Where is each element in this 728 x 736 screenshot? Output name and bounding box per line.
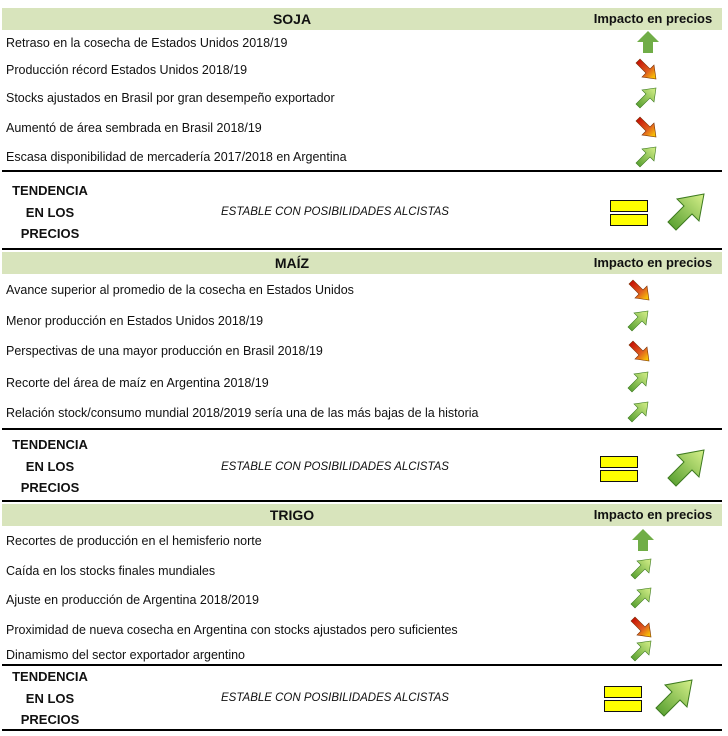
list-item: Recorte del área de maíz en Argentina 2018/19 — [6, 376, 269, 390]
down-red-arrow-icon — [633, 114, 659, 140]
up-right-green-arrow-icon — [625, 308, 651, 334]
up-right-green-arrow-icon — [633, 144, 659, 170]
impact-column-header: Impacto en precios — [593, 11, 713, 26]
list-item: Recortes de producción en el hemisferio norte — [6, 534, 262, 548]
equal-icon — [604, 686, 642, 712]
down-red-arrow-icon — [626, 338, 652, 364]
list-item: Aumentó de área sembrada en Brasil 2018/19 — [6, 121, 262, 135]
down-red-arrow-icon — [628, 614, 654, 640]
down-red-arrow-icon — [626, 277, 652, 303]
up-right-green-arrow-icon — [664, 190, 708, 234]
list-item: Menor producción en Estados Unidos 2018/19 — [6, 314, 264, 328]
list-item: Proximidad de nueva cosecha en Argentina con stocks ajustados pero suficientes — [6, 623, 458, 637]
trend-label: TENDENCIA EN LOS PRECIOS — [12, 183, 88, 241]
up-right-green-arrow-icon — [625, 369, 651, 395]
divider — [2, 170, 722, 172]
up-right-green-arrow-icon — [652, 676, 696, 720]
divider — [2, 729, 722, 731]
list-item: Stocks ajustados en Brasil por gran desempeño exportador — [6, 91, 335, 105]
trend-text: ESTABLE CON POSIBILIDADES ALCISTAS — [221, 206, 449, 218]
up-green-arrow-icon — [630, 527, 656, 553]
list-item: Perspectivas de una mayor producción en Brasil 2018/19 — [6, 344, 323, 358]
impact-column-header: Impacto en precios — [593, 255, 713, 270]
list-item: Dinamismo del sector exportador argentino — [6, 648, 246, 662]
equal-icon — [610, 200, 648, 226]
trend-text: ESTABLE CON POSIBILIDADES ALCISTAS — [221, 692, 449, 704]
list-item: Ajuste en producción de Argentina 2018/2019 — [6, 593, 259, 607]
list-item: Caída en los stocks finales mundiales — [6, 564, 216, 578]
up-right-green-arrow-icon — [625, 399, 651, 425]
divider — [2, 248, 722, 250]
section-title: MAÍZ — [274, 255, 310, 271]
up-right-green-arrow-icon — [628, 556, 654, 582]
up-green-arrow-icon — [635, 29, 661, 55]
soja-header — [2, 8, 722, 30]
trigo-header — [2, 504, 722, 526]
down-red-arrow-icon — [633, 56, 659, 82]
up-right-green-arrow-icon — [628, 638, 654, 664]
up-right-green-arrow-icon — [633, 85, 659, 111]
list-item: Escasa disponibilidad de mercadería 2017/2018 en Argentina — [6, 150, 347, 164]
list-item: Retraso en la cosecha de Estados Unidos 2018/19 — [6, 36, 288, 50]
list-item: Relación stock/consumo mundial 2018/2019 sería una de las más bajas de la historia — [6, 406, 479, 420]
section-title: SOJA — [272, 11, 312, 27]
list-item: Avance superior al promedio de la cosecha en Estados Unidos — [6, 283, 354, 297]
divider — [2, 664, 722, 666]
impact-column-header: Impacto en precios — [593, 507, 713, 522]
divider — [2, 428, 722, 430]
equal-icon — [600, 456, 638, 482]
divider — [2, 500, 722, 502]
up-right-green-arrow-icon — [664, 446, 708, 490]
trend-text: ESTABLE CON POSIBILIDADES ALCISTAS — [221, 461, 449, 473]
list-item: Producción récord Estados Unidos 2018/19 — [6, 63, 248, 77]
section-title: TRIGO — [269, 507, 315, 523]
maiz-header — [2, 252, 722, 274]
up-right-green-arrow-icon — [628, 585, 654, 611]
trend-label: TENDENCIA EN LOS PRECIOS — [12, 669, 88, 727]
trend-label: TENDENCIA EN LOS PRECIOS — [12, 437, 88, 495]
